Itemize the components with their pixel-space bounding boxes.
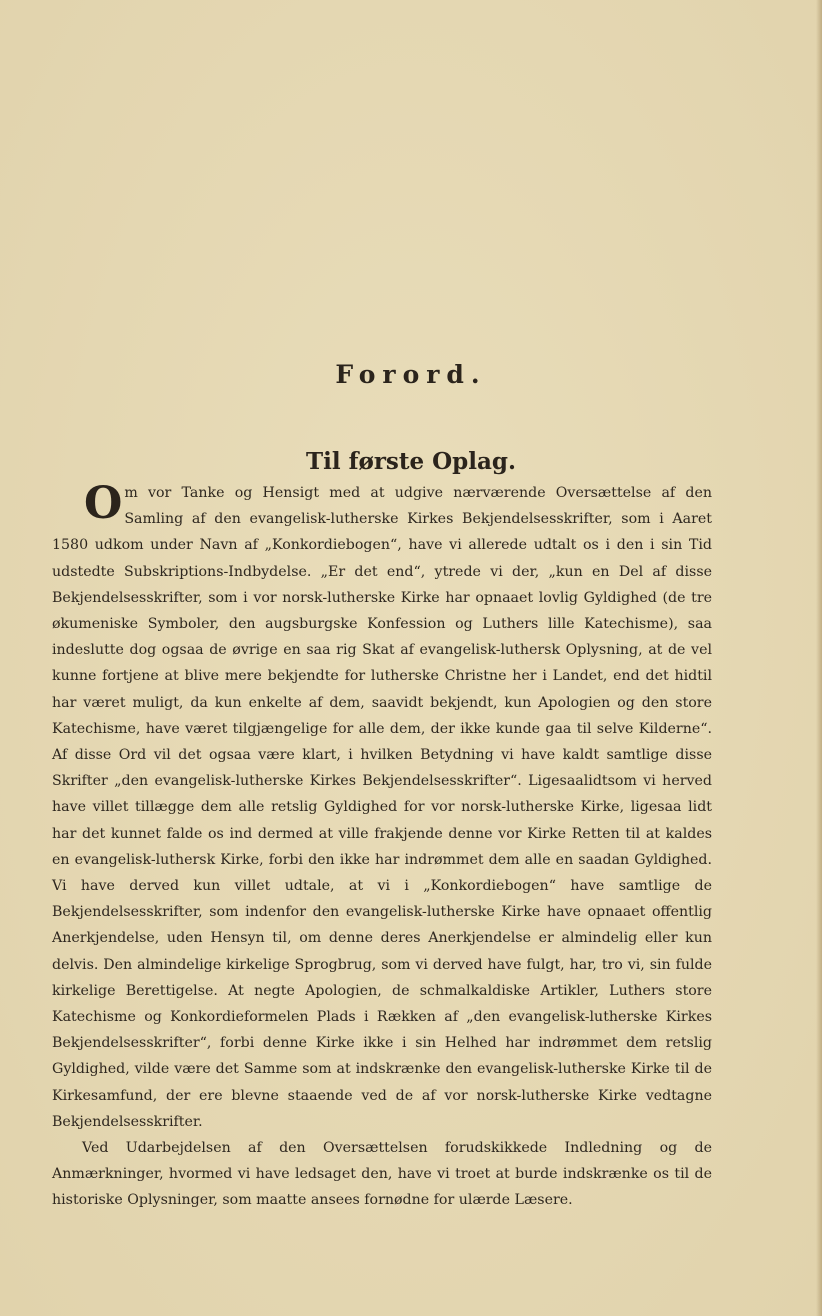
paragraph-2: Ved Udarbejdelsen af den Oversættelsen forudskikkede Indledning og de Anmærkninger, hvormed vi have ledsaget den, have vi troet at burde indskrænke os til de historiske Oplysninger, som maatte ansees fornødne for ulærde Læsere.: [52, 1140, 712, 1209]
page-edge-shadow: [816, 0, 822, 1316]
paragraph-1: [52, 480, 712, 1135]
paragraph-1-text: m vor Tanke og Hensigt med at udgive nærværende Oversættelse af den Samling af den evangelisk-lutherske Kirkes Bekjendelsesskrifter, som i Aaret 1580 udkom under Navn af „Konkordiebogen“, have vi allerede udtalt os i den i sin Tid udstedte Subskriptions-Indbydelse. „Er det end“, ytrede vi der, „kun en Del af disse Bekjendelsesskrifter, som i vor norsk-lutherske Kirke har opnaaet lovlig Gyldighed (de tre økumeniske Symboler, den augsburgske Konfession og Luthers lille Katechisme), saa indeslutte dog ogsaa de øvrige en saa rig Skat af evangelisk-luthersk Oplysning, at de vel kunne fortjene at blive mere bekjendte for lutherske Christne her i Landet, end det hidtil har været muligt, da kun enkelte af dem, saavidt bekjendt, kun Apologien og den store Katechisme, have været tilgjængelige for alle dem, der ikke kunde gaa til selve Kilderne“. Af disse Ord vil det ogsaa være klart, i hvilken Betydning vi have kaldt samtlige disse Skrifter „den evangelisk-lutherske Kirkes Bekjendelsesskrifter“. Ligesaalidtsom vi herved have villet tillægge dem alle retslig Gyldighed for vor norsk-lutherske Kirke, ligesaa lidt har det kunnet falde os ind dermed at ville frakjende denne vor Kirke Retten til at kaldes en evangelisk-luthersk Kirke, forbi den ikke har indrømmet dem alle en saadan Gyldighed. Vi have derved kun villet udtale, at vi i „Konkordiebogen“ have samtlige de Bekjendelsesskrifter, som indenfor den evangelisk-lutherske Kirke have opnaaet offentlig Anerkjendelse, uden Hensyn til, om denne deres Anerkjendelse er almindelig eller kun delvis. Den almindelige kirkelige Sprogbrug, som vi derved have fulgt, har, tro vi, sin fulde kirkelige Berettigelse. At negte Apologien, de schmalkaldiske Artikler, Luthers store Katechisme og Konkordieformelen Plads i Rækken af „den evangelisk-lutherske Kirkes Bekjendelsesskrifter“, forbi denne Kirke ikke i sin Helhed har indrømmet dem retslig Gyldighed, vilde være det Samme som at indskrænke den evangelisk-lutherske Kirke til de Kirkesamfund, der ere blevne staaende ved de af vor norsk-lutherske Kirke vedtagne Bekjendelsesskrifter.: [52, 485, 712, 1130]
drop-cap: O: [84, 478, 123, 529]
page-heading: Forord.: [335, 360, 487, 389]
section-subheading: Til første Oplag.: [305, 448, 516, 475]
body-text: [52, 480, 712, 1214]
